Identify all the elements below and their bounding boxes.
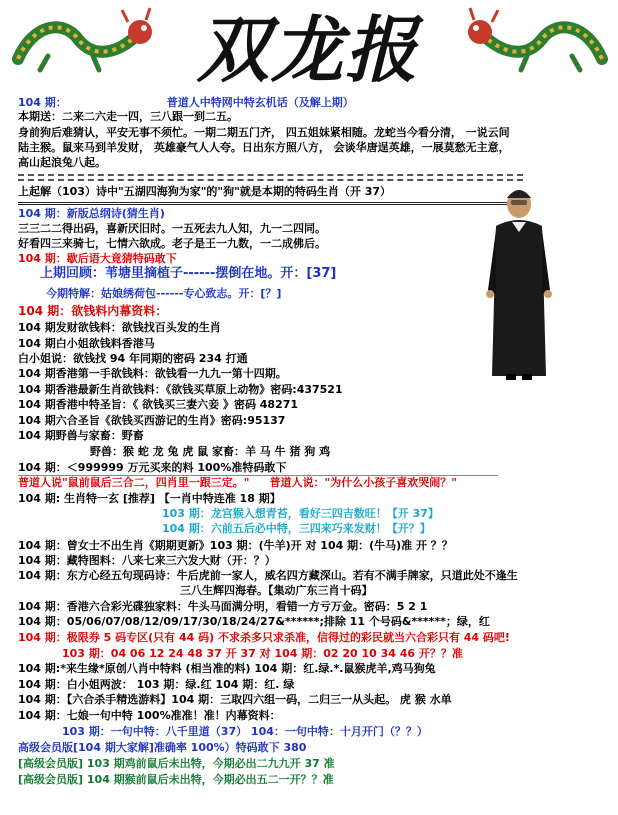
line-17: 104 期香港最新生肖欲钱料：《欲钱买草原上动物》密码:437521: [18, 383, 343, 396]
line-1: 本期送：二来二六走一四，三八跟一到二五。: [18, 110, 238, 123]
line-16: 104 期香港第一手欲钱料：欲钱看一九九一第十四期。: [18, 367, 287, 380]
divider: [18, 174, 523, 176]
line-40: 高级会员版[104 期大家解]准确率 100%）特码敢下 380: [18, 741, 307, 754]
line-4: 高山起浪兔八起。: [18, 156, 106, 169]
line-7: 三三二二得出码，喜新厌旧时。一五死去九人知，九一二四同。: [18, 222, 326, 235]
line-27: 104 期：曾女士不出生肖《期期更新》103 期：(牛羊)开 对 104 期：(牛马)准 开 ？？: [18, 539, 453, 552]
line-28: 104 期：藏特图料：八来七来三六发大财（开：？）: [18, 554, 276, 567]
line-2: 身前狗后难猜认，平安无事不须忙。一期二期五门齐， 四五姐妹紧相随。龙蛇当今看分清， 一说云间: [18, 126, 510, 139]
line-6: 104 期：新版总纲诗(猜生肖): [18, 207, 165, 220]
line-15: 白小姐说：欲钱找 94 年同期的密码 234 打通: [18, 352, 248, 365]
line-26: 104 期：六前五后必中特，三四来巧来发财！【开？】: [162, 522, 431, 535]
line-36: 104 期：白小姐两波： 103 期：绿.红 104 期：红. 绿: [18, 678, 295, 691]
line-3: 陆主猴。鼠来马到羊发财， 英雄豪气人人夸。日出东方照八方， 会谈华唐逞英雄，一展莫愁无主意，: [18, 141, 510, 154]
line-14: 104 期白小姐欲钱料香港马: [18, 337, 155, 350]
dragon-icon: [8, 4, 158, 84]
line-32: 104 期：05/06/07/08/12/09/17/30/18/24/27&******;排除 11 个号码&******；绿，红: [18, 615, 490, 628]
line-29: 104 期：东方心经五句现码诗：牛后虎前一家人，威名四方藏深山。若有不满手牌家，只道此处不逢生: [18, 569, 518, 582]
line-25: 103 期：龙宫猴入想青苔，看好三四吉数旺！【开 37】: [162, 507, 439, 520]
line-35: 104 期:*来生缘*原创八肖中特料 (相当准的料) 104 期：红.绿.*.鼠猴虎羊,鸡马狗兔: [18, 662, 436, 675]
line-13: 104 期发财欲钱料：欲钱找百头发的生肖: [18, 321, 221, 334]
line-37: 104 期：【六合杀手精选游料】104 期：三取四六组一码，二归三一从头起。 虎 猴 水单: [18, 693, 452, 706]
line-10: 上期回顾：苇塘里摘植子------摆倒在地。开：[37]: [40, 266, 337, 281]
line-33: 104 期：极限券 5 码专区(只有 44 码) 不求杀多只求杀准，信得过的彩民就当六合彩只有 44 码吧!: [18, 631, 510, 644]
dragon-icon: [462, 4, 612, 84]
line-34: 103 期：04 06 12 24 48 37 开 37 对 104 期：02 20 10 34 46 开？？准: [62, 647, 463, 660]
divider: [18, 202, 523, 205]
line-18: 104 期香港中特圣旨：《 欲钱买三妻六妾 》密码 48271: [18, 398, 299, 411]
line-8: 好看四三来骑七，七情六欲成。老子是王一九数，一二成佛后。: [18, 237, 326, 250]
page-title: 双龙报: [168, 10, 448, 90]
divider: [18, 179, 523, 181]
line-20: 104 期野兽与家畜：野畜: [18, 429, 144, 442]
line-39: 103 期：一句中特：八千里道（37） 104：一句中特：十月开门（？？）: [62, 725, 428, 738]
line-42: [高级会员版] 104 期猴前鼠后未出特，今期必出五二一开？？准: [18, 773, 334, 786]
line-5: 上起解（103）诗中"五湖四海狗为家"的"狗"就是本期的特码生肖（开 37）: [18, 185, 392, 198]
line-30: 三八生辉四海春。【集动广东三肖十码】: [180, 584, 373, 597]
line-23: 普道人说"鼠前鼠后三合二，四肖里一跟三定。" 普道人说："为什么小孩子喜欢哭闹？": [18, 476, 457, 489]
line-38: 104 期：七娘一句中特 100%准准！准！内幕资料：: [18, 709, 281, 722]
line-9: 104 期：歇后语大竟猜特码敢下: [18, 252, 177, 265]
line-21: 野兽：猴 蛇 龙 兔 虎 鼠 家畜：羊 马 牛 猪 狗 鸡: [90, 445, 331, 458]
masthead: [0, 0, 618, 92]
line-19: 104 期六合圣旨《欲钱买西游记的生肖》密码:95137: [18, 414, 286, 427]
portrait-figure: [482, 186, 556, 382]
line-11: 今期特解：姑娘绣荷包------专心致志。开：[？]: [46, 287, 282, 300]
line-0: 104 期： 普道人中特网中特玄机话（及解上期）: [18, 96, 354, 109]
line-41: [高级会员版] 103 期鸡前鼠后未出特，今期必出二九九开 37 准: [18, 757, 335, 770]
line-22: 104 期：＜999999 万元买来的料 100%准特码敢下: [18, 461, 287, 474]
line-12: 104 期：欲钱料内幕资料：: [18, 304, 168, 318]
line-24: 104 期: 生肖特一玄 [推荐] 【一肖中特连准 18 期】: [18, 492, 281, 505]
line-31: 104 期：香港六合彩光碟独家料：牛头马面满分明，看错一方亏万金。密码：5 2 1: [18, 600, 428, 613]
